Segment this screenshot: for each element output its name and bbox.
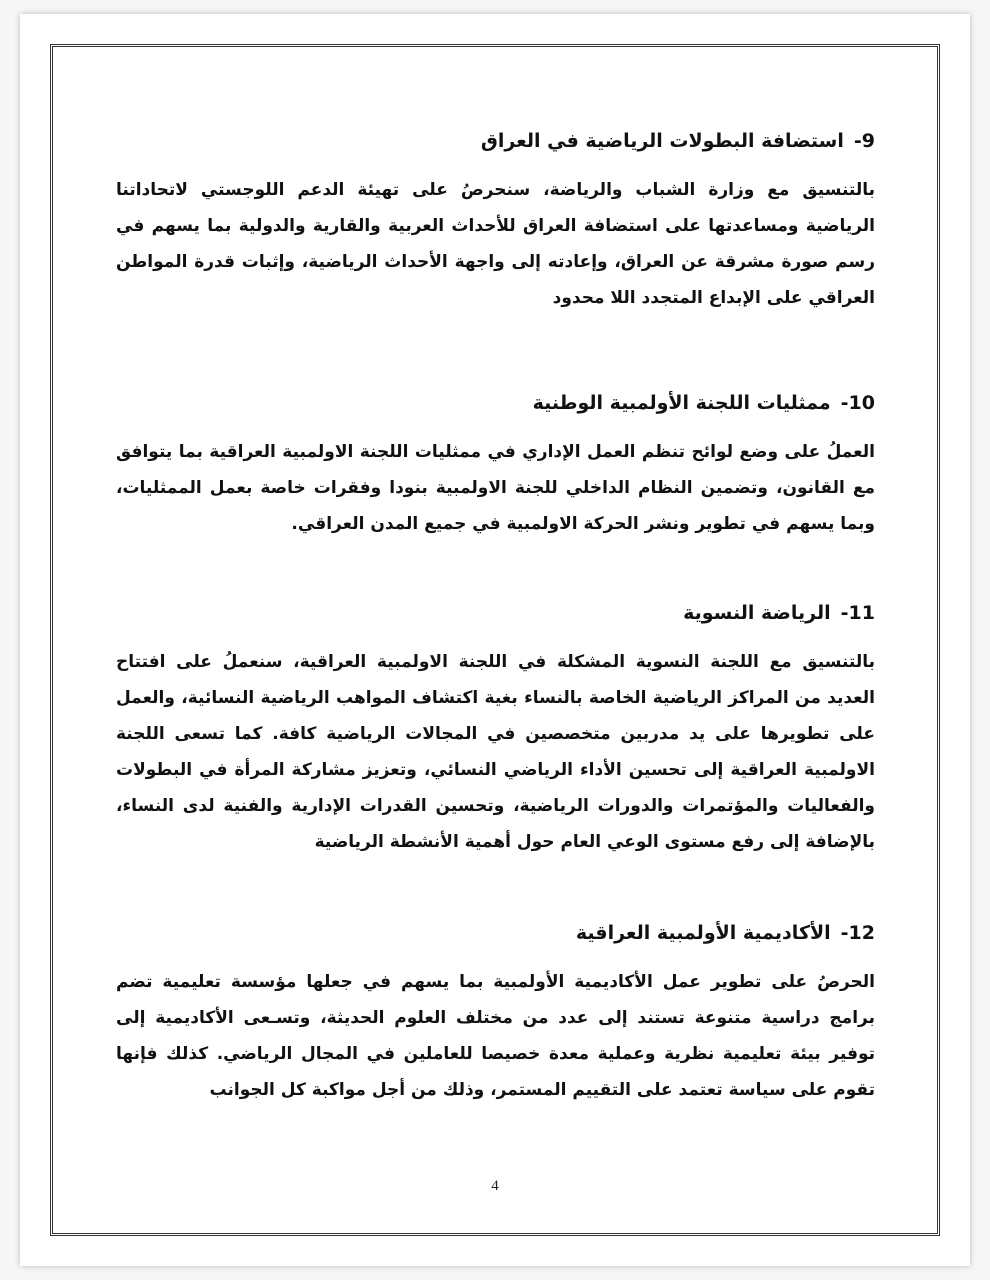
- section-12: [116, 918, 875, 1108]
- section-heading: [116, 126, 875, 156]
- section-paragraph: الحرصُ على تطوير عمل الأكاديمية الأولمبية بما يسهم في جعلها مؤسسة تعليمية تضم برامج دراسية متنوعة تستند إلى عدد من مختلف العلوم الحديثة، وتسـعى الأكاديمية إلى توفير بيئة تعليمية نظرية وعملية معدة خصيصا للعاملين في المجال الرياضي. كذلك فإنها تقوم على سياسة تعتمد على التقييم المستمر، وذلك من أجل مواكبة كل الجوانب: [116, 972, 875, 1100]
- document-page: [20, 14, 970, 1266]
- page-number: 4: [491, 1178, 499, 1194]
- section-number: 10-: [840, 392, 875, 414]
- section-title: استضافة البطولات الرياضية في العراق: [480, 130, 844, 152]
- section-10: [116, 388, 875, 542]
- section-title: الأكاديمية الأولمبية العراقية: [575, 922, 831, 944]
- section-number: 12-: [840, 922, 875, 944]
- section-heading: [116, 598, 875, 628]
- section-paragraph: بالتنسيق مع اللجنة النسوية المشكلة في اللجنة الاولمبية العراقية، سنعملُ على افتتاح العديد من المراكز الرياضية الخاصة بالنساء بغية اكتشاف المواهب الرياضية النسائية، والعمل على تطويرها على يد مدربين متخصصين في المجالات الرياضية كافة. كما تسعى اللجنة الاولمبية العراقية إلى تحسين الأداء الرياضي النسائي، وتعزيز مشاركة المرأة في البطولات والفعاليات والمؤتمرات والدورات الرياضية، وتحسين القدرات الإدارية والفنية لدى النساء، بالإضافة إلى رفع مستوى الوعي العام حول أهمية الأنشطة الرياضية: [116, 652, 875, 852]
- section-title: الرياضة النسوية: [683, 602, 831, 624]
- section-number: 9-: [853, 130, 875, 152]
- section-paragraph: العملُ على وضع لوائح تنظم العمل الإداري في ممثليات اللجنة الاولمبية العراقية بما يتوافق مع القانون، وتضمين النظام الداخلي للجنة الاولمبية بنودا وفقرات خاصة بعمل الممثليات، وبما يسهم في تطوير ونشر الحركة الاولمبية في جميع المدن العراقي.: [116, 442, 875, 534]
- section-paragraph: بالتنسيق مع وزارة الشباب والرياضة، سنحرصُ على تهيئة الدعم اللوجستي لاتحاداتنا الرياضية ومساعدتها على استضافة العراق للأحداث العربية والقارية والدولية بما يسهم في رسم صورة مشرقة عن العراق، وإعادته إلى واجهة الأحداث الرياضية، وإثبات قدرة المواطن العراقي على الإبداع المتجدد اللا محدود: [116, 180, 875, 308]
- section-heading: [116, 388, 875, 418]
- section-number: 11-: [840, 602, 875, 624]
- section-heading: [116, 918, 875, 948]
- section-9: [116, 126, 875, 316]
- section-title: ممثليات اللجنة الأولمبية الوطنية: [532, 392, 831, 414]
- section-11: [116, 598, 875, 860]
